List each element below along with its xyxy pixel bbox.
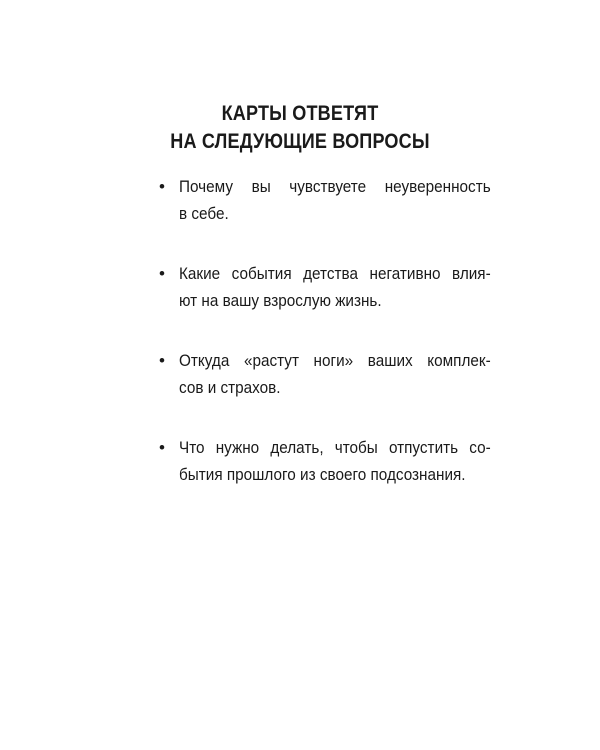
- heading-line-1: КАРТЫ ОТВЕТЯТ: [221, 102, 379, 125]
- list-item-text: [179, 434, 491, 488]
- list-item-line: в себе.: [179, 204, 229, 223]
- list-item: [159, 347, 491, 401]
- bullet-icon: •: [159, 351, 165, 370]
- list-item-line: Что нужно делать, чтобы отпустить со-: [179, 438, 491, 457]
- bullet-icon: •: [159, 264, 165, 283]
- page-heading: [42, 100, 558, 156]
- list-item-line: бытия прошлого из своего подсознания.: [179, 465, 466, 484]
- list-item-text: [179, 173, 491, 227]
- list-item: [159, 260, 491, 314]
- list-item-text: [179, 347, 491, 401]
- list-item: [159, 173, 491, 227]
- list-item: [159, 434, 491, 488]
- heading-line-2: НА СЛЕДУЮЩИЕ ВОПРОСЫ: [170, 130, 430, 153]
- list-item-line: Почему вы чувствуете неуверенность: [179, 177, 491, 196]
- bullet-icon: •: [159, 177, 165, 196]
- list-item-line: Откуда «растут ноги» ваших комплек-: [179, 351, 491, 370]
- bullet-icon: •: [159, 438, 165, 457]
- list-item-line: сов и страхов.: [179, 378, 281, 397]
- list-item-text: [179, 260, 491, 314]
- questions-list: [159, 173, 491, 521]
- list-item-line: ют на вашу взрослую жизнь.: [179, 291, 382, 310]
- list-item-line: Какие события детства негативно влия-: [179, 264, 491, 283]
